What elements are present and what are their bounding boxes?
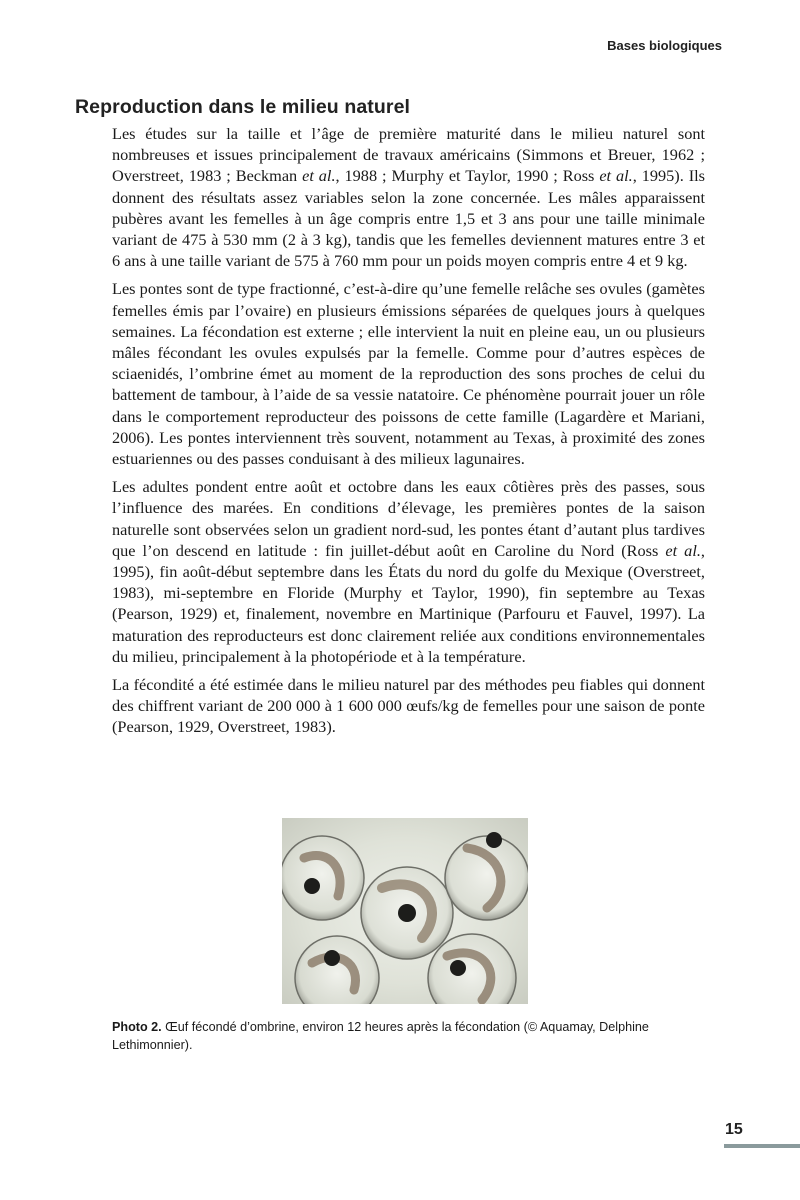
paragraph-spawning: Les pontes sont de type fractionné, c’est-à-dire qu’une femelle relâche ses ovules (gamètes femelles émis par l’ovaire) en plusieurs émissions séparées de quelques jours à quelques semaines. La fécondation est externe ; elle intervient la nuit en pleine eau, un ou plusieurs mâles fécondant les ovules expulsés par la femelle. Comme pour d’autres espèces de sciaenidés, l’ombrine émet au moment de la reproduction des sons proches de celui du battement de tambour, à l’aide de sa vessie natatoire. Ce phénomène pourrait jouer un rôle dans le comportement reproducteur des poissons de cette famille (Lagardère et Mariani, 2006). Les pontes interviennent très souvent, notamment au Texas, à proximité des zones estuariennes ou des passes conduisant à des milieux lagunaires. [112, 279, 705, 469]
fish-egg [361, 867, 453, 959]
caption-text: Œuf fécondé d’ombrine, environ 12 heures après la fécondation (© Aquamay, Delphine Lethimonnier). [112, 1020, 649, 1052]
paragraph-fecundity: La fécondité a été estimée dans le milieu naturel par des méthodes peu fiables qui donnent des chiffrent variant de 200 000 à 1 600 000 œufs/kg de femelles pour une saison de ponte (Pearson, 1929, Overstreet, 1983). [112, 675, 705, 737]
egg-photo [282, 818, 528, 1004]
citation-etal: et al. [302, 166, 336, 186]
section-title: Reproduction dans le milieu naturel [75, 96, 411, 118]
paragraph-text: , 1995), fin août-début septembre dans les États du nord du golfe du Mexique (Overstreet, 1983), mi-septembre en Floride (Murphy et Taylor, 1990), fin septembre au Texas (Pearson, 1929) et, finalement, novembre en Martinique (Parfouru et Fauvel, 1997). La maturation des reproducteurs est donc clairement reliée aux conditions environnementales du milieu, principalement à la photopériode et à la température. [112, 540, 705, 666]
paragraph-maturity [112, 123, 705, 271]
paragraph-season [112, 476, 705, 667]
citation-etal: et al. [599, 166, 633, 186]
fish-egg [295, 936, 379, 1004]
photo-caption [112, 1018, 712, 1054]
fish-egg [282, 836, 364, 920]
paragraph-text: , 1995). Ils donnent des résultats assez variables selon la zone concernée. Les mâles apparaissent pubères avant les femelles à un âge compris entre 1,5 et 3 ans pour une taille minimale variant de 475 à 530 mm (2 à 3 kg), tandis que les femelles deviennent matures entre 3 et 6 ans à une taille variant de 575 à 760 mm pour un poids moyen compris entre 4 et 9 kg. [112, 166, 705, 271]
body-text [112, 123, 705, 745]
paragraph-text: Les études sur la taille et l’âge de première maturité dans le milieu naturel sont nombreuses et issues principalement de travaux américains (Simmons et Breuer, 1962 ; Overstreet, 1983 ; Beckman [112, 124, 705, 186]
page-number-rule [724, 1144, 800, 1148]
running-header: Bases biologiques [607, 38, 722, 53]
citation-etal: et al. [665, 540, 701, 560]
egg-photo-drawing [282, 818, 528, 1004]
paragraph-text: Les adultes pondent entre août et octobre dans les eaux côtières près des passes, sous l’influence des marées. En conditions d’élevage, les premières pontes de la saison naturelle sont observées selon un gradient nord-sud, les pontes étant d’autant plus tardives que l’on descend en latitude : fin juillet-début août en Caroline du Nord (Ross [112, 477, 705, 560]
paragraph-text: , 1988 ; Murphy et Taylor, 1990 ; Ross [335, 166, 600, 186]
page-number: 15 [725, 1121, 743, 1138]
fish-egg [445, 832, 528, 920]
caption-label: Photo 2. [112, 1020, 162, 1034]
